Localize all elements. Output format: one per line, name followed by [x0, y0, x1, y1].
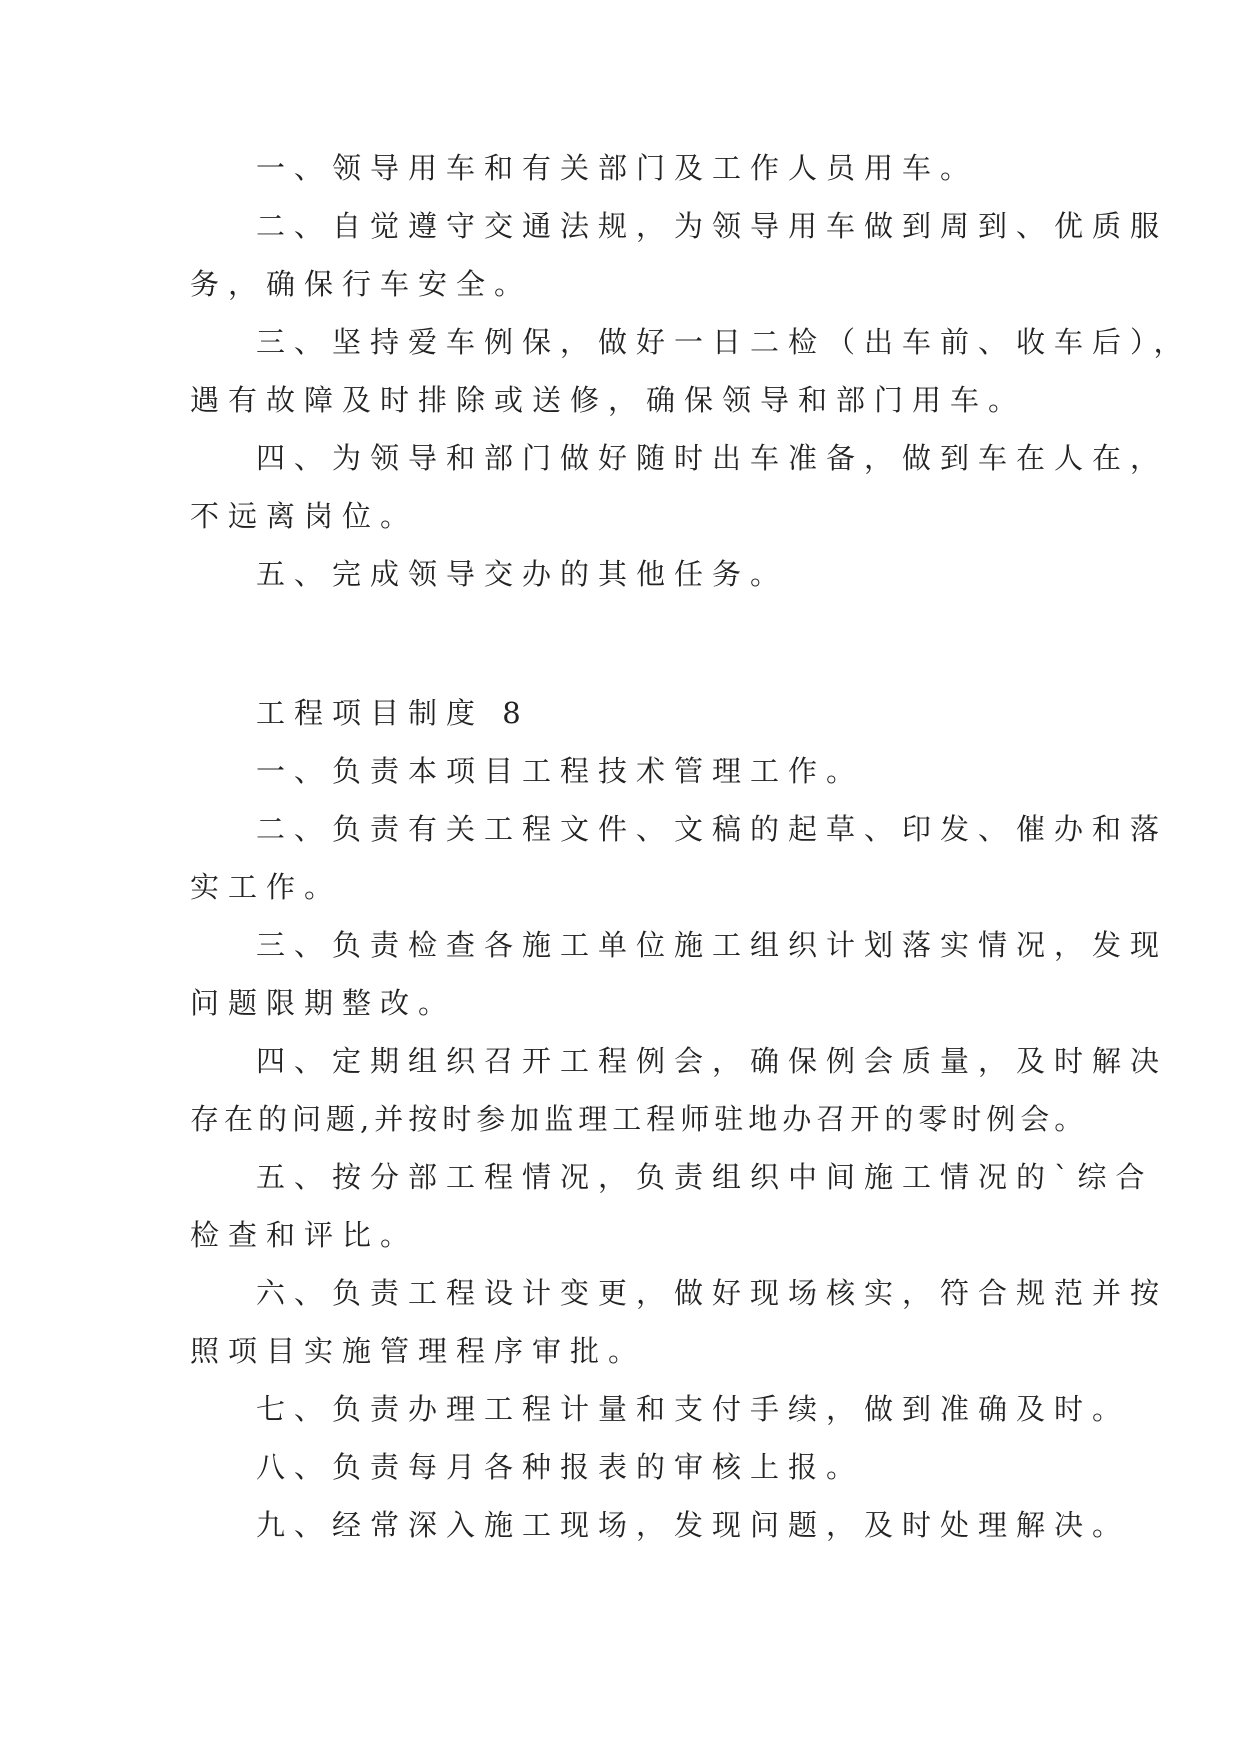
- paragraph-line: 二、自觉遵守交通法规，为领导用车做到周到、优质服: [256, 209, 1169, 243]
- paragraph-line: 九、经常深入施工现场，发现问题，及时处理解决。: [256, 1508, 1131, 1542]
- paragraph-line: 三、坚持爱车例保，做好一日二检（出车前、收车后），: [256, 325, 1192, 359]
- paragraph-line: 四、定期组织召开工程例会，确保例会质量，及时解决: [256, 1044, 1169, 1078]
- paragraph-line: 二、负责有关工程文件、文稿的起草、印发、催办和落: [256, 812, 1169, 846]
- paragraph-line: 照项目实施管理程序审批。: [190, 1334, 647, 1368]
- paragraph-line: 四、为领导和部门做好随时出车准备，做到车在人在，: [256, 441, 1169, 475]
- paragraph-line: 六、负责工程设计变更，做好现场核实，符合规范并按: [256, 1276, 1169, 1310]
- section-title: 工程项目制度 8: [256, 696, 530, 730]
- paragraph-line: 存在的问题,并按时参加监理工程师驻地办召开的零时例会。: [190, 1102, 1089, 1136]
- paragraph-line: 实工作。: [190, 870, 343, 904]
- section-one: [190, 139, 1192, 603]
- paragraph-line: 务，确保行车安全。: [190, 267, 533, 301]
- paragraph-line: 一、负责本项目工程技术管理工作。: [256, 754, 865, 788]
- paragraph-line: 八、负责每月各种报表的审核上报。: [256, 1450, 865, 1484]
- paragraph-line: 一、领导用车和有关部门及工作人员用车。: [256, 151, 979, 185]
- paragraph-line: 七、负责办理工程计量和支付手续，做到准确及时。: [256, 1392, 1131, 1426]
- paragraph-line: 不远离岗位。: [190, 499, 419, 533]
- paragraph-line: 遇有故障及时排除或送修，确保领导和部门用车。: [190, 383, 1027, 417]
- paragraph-line: 问题限期整改。: [190, 986, 457, 1020]
- paragraph-line: 三、负责检查各施工单位施工组织计划落实情况，发现: [256, 928, 1169, 962]
- paragraph-line: 检查和评比。: [190, 1218, 419, 1252]
- paragraph-line: 五、完成领导交办的其他任务。: [256, 557, 789, 591]
- section-two: [190, 684, 1169, 1554]
- paragraph-line: 五、按分部工程情况，负责组织中间施工情况的`综合: [256, 1160, 1154, 1194]
